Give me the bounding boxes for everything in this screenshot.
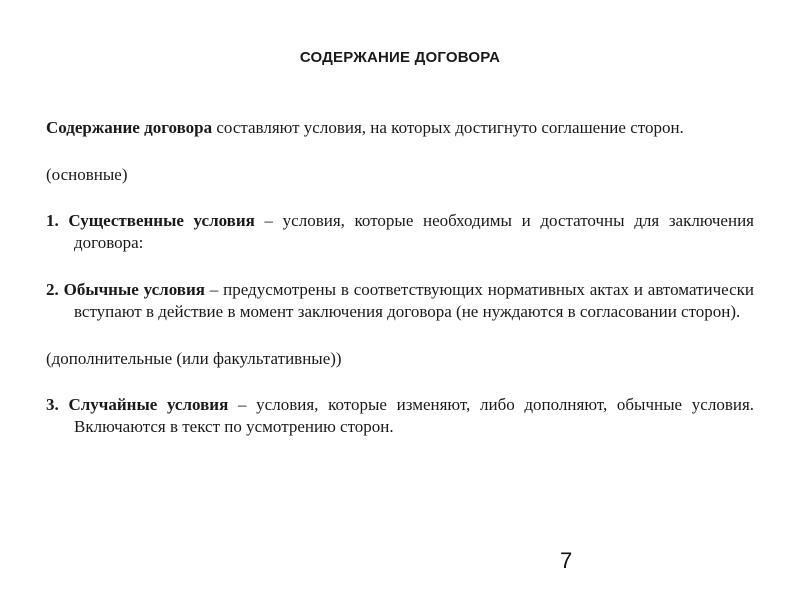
item-ordinary-conditions: [46, 279, 754, 323]
group-extra-label: (дополнительные (или факультативные)): [46, 349, 342, 368]
item1-text: – условия, которые необходимы и достаточны для заключения договора:: [74, 211, 754, 252]
item2-number: 2.: [46, 280, 64, 299]
item2-term: Обычные условия: [63, 280, 205, 299]
slide-content: [46, 117, 754, 463]
item3-number: 3.: [46, 395, 69, 414]
intro-text: составляют условия, на которых достигнуто соглашение сторон.: [212, 118, 684, 137]
slide-title: СОДЕРЖАНИЕ ДОГОВОРА: [299, 49, 501, 66]
item-accidental-conditions: [46, 394, 754, 438]
item-essential-conditions: [46, 210, 754, 254]
item2-text: – предусмотрены в соответствующих нормативных актах и автоматически вступают в действие в момент заключения договора (не нуждаются в согласовании сторон).: [74, 280, 754, 321]
item3-term: Случайные условия: [68, 395, 229, 414]
item1-number: 1.: [46, 211, 69, 230]
page-number: 7: [560, 548, 573, 573]
item3-text: – условия, которые изменяют, либо дополняют, обычные условия. Включаются в текст по усмотрению сторон.: [74, 395, 755, 436]
intro-paragraph: [46, 117, 754, 139]
intro-term: Содержание договора: [46, 118, 213, 137]
group-main-label: (основные): [46, 165, 128, 184]
item1-term: Существенные условия: [68, 211, 255, 230]
